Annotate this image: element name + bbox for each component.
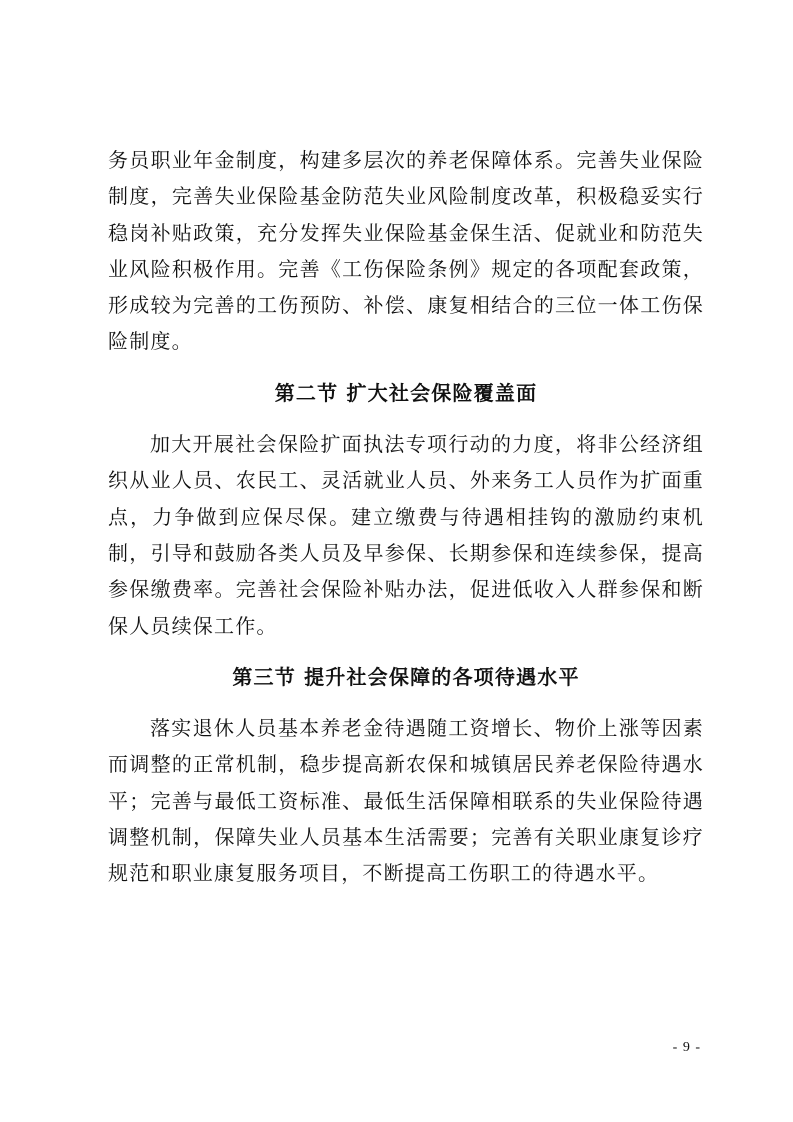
section-title-raise-benefits: 第三节 提升社会保障的各项待遇水平 bbox=[232, 664, 580, 689]
page-number: - 9 - bbox=[672, 1040, 701, 1055]
document-body bbox=[108, 142, 704, 892]
paragraph-expand-coverage: 加大开展社会保险扩面执法专项行动的力度，将非公经济组织从业人员、农民工、灵活就业人员、外来务工人员作为扩面重点，力争做到应保尽保。建立缴费与待遇相挂钩的激励约束机制，引导和鼓励各类人员及早参保、长期参保和连续参保，提高参保缴费率。完善社会保险补贴办法，促进低收入人群参保和断保人员续保工作。 bbox=[108, 432, 704, 638]
paragraph-raise-benefits: 落实退休人员基本养老金待遇随工资增长、物价上涨等因素而调整的正常机制，稳步提高新农保和城镇居民养老保险待遇水平；完善与最低工资标准、最低生活保障相联系的失业保险待遇调整机制，保障失业人员基本生活需要；完善有关职业康复诊疗规范和职业康复服务项目，不断提高工伤职工的待遇水平。 bbox=[108, 716, 704, 886]
section-title-expand-coverage: 第二节 扩大社会保险覆盖面 bbox=[274, 380, 538, 405]
paragraph-pension-unemployment-injury: 务员职业年金制度，构建多层次的养老保障体系。完善失业保险制度，完善失业保险基金防范失业风险制度改革，积极稳妥实行稳岗补贴政策，充分发挥失业保险基金保生活、促就业和防范失业风险积极作用。完善《工伤保险条例》规定的各项配套政策，形成较为完善的工伤预防、补偿、康复相结合的三位一体工伤保险制度。 bbox=[108, 148, 704, 354]
